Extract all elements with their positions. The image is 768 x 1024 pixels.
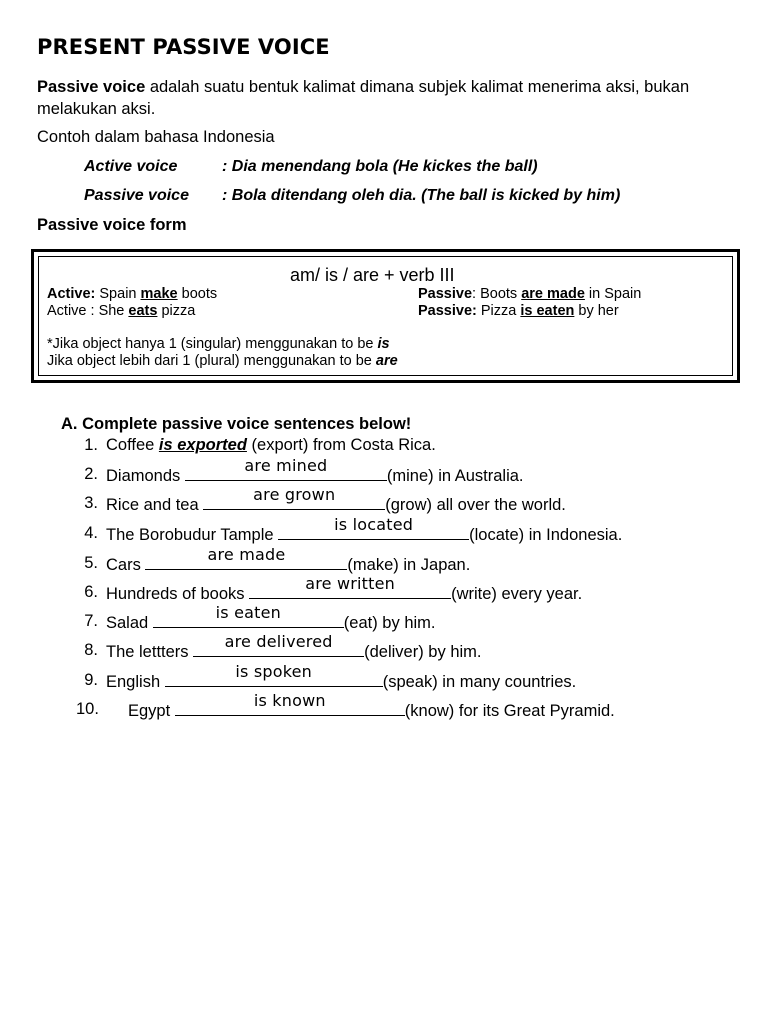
formula-box [31,249,740,383]
exercise-number: 9. [84,671,98,689]
active-text: boots [177,286,218,302]
sentence-start: The Borobudur Tample [106,526,279,544]
answer-blank[interactable] [153,603,344,628]
passive-example-1 [418,286,641,302]
exercise-heading: A. Complete passive voice sentences below! [61,415,412,433]
note-text: Jika object lebih dari 1 (plural) menggunakan to be [47,353,376,369]
answer-text: is located [334,515,414,534]
exercise-number: 6. [84,583,98,601]
sentence-start: The lettters [106,643,194,661]
example-heading: Contoh dalam bahasa Indonesia [37,128,275,146]
sentence-end: (grow) all over the world. [385,496,566,514]
intro-term: Passive voice [37,78,146,96]
exercise-sentence [106,632,482,662]
answer-text: are made [207,545,286,564]
sentence-end: (locate) in Indonesia. [469,526,623,544]
example-passive-text: : Bola ditendang oleh dia. (The ball is kicked by him) [222,187,621,204]
exercise-number: 5. [84,554,98,572]
sentence-start: Rice and tea [106,496,204,514]
answer-text: are grown [253,485,336,504]
sentence-start: Salad [106,614,153,632]
exercise-sentence [106,456,524,486]
sentence-start: Diamonds [106,467,185,485]
exercise-sentence [106,515,623,545]
exercise-number: 1. [84,436,98,454]
sentence-end: (export) from Costa Rica. [246,436,436,454]
passive-text: in Spain [584,286,642,302]
answer-blank[interactable] [278,515,469,540]
passive-verb: is eaten [520,303,575,319]
active-verb: make [140,286,178,302]
answer-text: is eaten [215,603,281,622]
sentence-start: Egypt [128,702,175,720]
answer-blank[interactable] [185,456,387,481]
sentence-start: English [106,673,165,691]
answer-blank[interactable] [249,574,451,599]
exercise-sentence [128,691,615,721]
answer-text: are written [305,574,395,593]
exercise-row [0,574,768,603]
sentence-end: (eat) by him. [343,614,436,632]
active-label: Active: [47,286,96,302]
exercise-number: 2. [84,465,98,483]
exercise-sentence [106,662,577,692]
exercise-sentence [106,485,566,515]
exercise-sentence [106,436,436,455]
sentence-end: (make) in Japan. [347,556,471,574]
passive-text: : Boots [472,286,522,302]
answer-blank[interactable] [165,662,383,687]
exercise-row [0,632,768,661]
exercise-row [0,603,768,632]
answer-text: are delivered [224,632,333,651]
note-plural [47,353,398,369]
exercise-number: 3. [84,494,98,512]
exercise-row [0,485,768,514]
answer-blank[interactable] [203,485,385,510]
exercise-number: 4. [84,524,98,542]
passive-verb: are made [521,286,585,302]
exercise-sentence [106,545,471,575]
sentence-end: (know) for its Great Pyramid. [404,702,615,720]
passive-label: Passive: [418,303,477,319]
sentence-end: (write) every year. [451,585,583,603]
example-answer: is exported [158,436,247,454]
exercise-row [0,691,768,720]
answer-text: is known [253,691,326,710]
note-singular [47,336,390,352]
sentence-end: (mine) in Australia. [386,467,524,485]
formula: am/ is / are + verb III [290,265,455,285]
exercise-example-row [0,436,768,455]
sentence-end: (deliver) by him. [364,643,482,661]
sentence-start: Cars [106,556,146,574]
exercise-row [0,662,768,691]
note-key: is [377,336,390,352]
exercise-row [0,545,768,574]
answer-blank[interactable] [175,691,405,716]
intro-line-1 [37,78,689,97]
form-heading: Passive voice form [37,216,187,234]
active-text: pizza [157,303,196,319]
active-label: Active : She [47,303,129,319]
passive-example-2 [418,303,619,319]
example-active-text: : Dia menendang bola (He kickes the ball) [222,158,538,175]
exercise-row [0,456,768,485]
example-passive-label: Passive voice [84,187,189,204]
sentence-start: Coffee [106,436,159,454]
note-text: *Jika object hanya 1 (singular) menggunakan to be [47,336,378,352]
active-example-1 [47,286,217,302]
answer-text: are mined [244,456,328,475]
passive-text: by her [574,303,619,319]
sentence-end: (speak) in many countries. [382,673,577,691]
intro-line-2: melakukan aksi. [37,100,156,118]
exercise-number: 7. [84,612,98,630]
example-active-label: Active voice [84,158,178,175]
page-title: PRESENT PASSIVE VOICE [37,35,330,59]
exercise-number: 8. [84,641,98,659]
exercise-row [0,515,768,544]
sentence-start: Hundreds of books [106,585,250,603]
active-verb: eats [128,303,158,319]
active-example-2 [47,303,195,319]
exercise-sentence [106,603,436,633]
exercise-sentence [106,574,583,604]
active-text: Spain [95,286,141,302]
passive-text: Pizza [476,303,521,319]
intro-text: adalah suatu bentuk kalimat dimana subjek kalimat menerima aksi, bukan [145,78,690,96]
passive-label: Passive [418,286,473,302]
answer-blank[interactable] [193,632,364,657]
exercise-number: 10. [76,700,99,718]
formula-box-inner [38,256,733,376]
note-key: are [375,353,398,369]
answer-blank[interactable] [145,545,347,570]
answer-text: is spoken [235,662,313,681]
